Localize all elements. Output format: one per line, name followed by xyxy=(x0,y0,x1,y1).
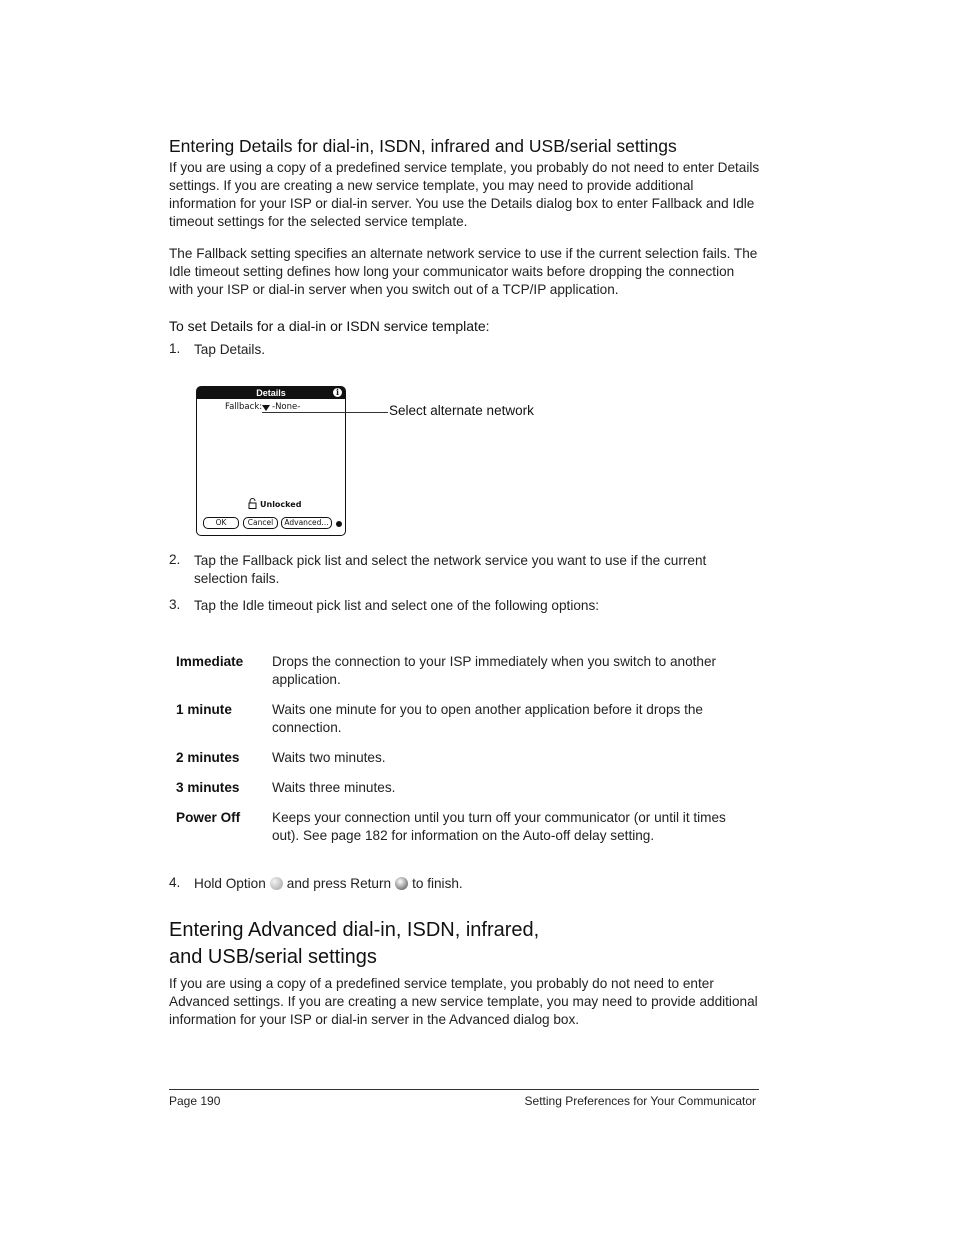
option-description: Waits two minutes. xyxy=(272,750,386,765)
option-term: 2 minutes xyxy=(176,750,240,765)
paragraph-details-intro: If you are using a copy of a predefined service template, you probably do not need to enter Details settings. If you are creating a new service template, you may need to provide additional information for your ISP or dial-in server. You use the Details dialog box to enter Fallback and Idle timeout settings for the selected service template. xyxy=(169,160,760,229)
details-dialog-screenshot xyxy=(196,386,346,536)
step-text: Tap the Idle timeout pick list and select one of the following options: xyxy=(194,598,600,613)
advanced-button[interactable]: Advanced... xyxy=(281,517,332,529)
callout-label: Select alternate network xyxy=(389,403,534,418)
dialog-title: Details xyxy=(256,388,286,398)
option-term: Power Off xyxy=(176,810,241,825)
step-number: 2. xyxy=(169,552,181,567)
fallback-label: Fallback: xyxy=(225,402,263,412)
ok-button[interactable]: OK xyxy=(203,517,239,529)
dialog-title-bar xyxy=(197,387,345,399)
option-description: Keeps your connection until you turn off your communicator (or until it times out). See page 182 for information on the Auto-off delay setting. xyxy=(272,810,726,843)
heading-line: and USB/serial settings xyxy=(169,946,377,968)
option-description: Waits one minute for you to open another application before it drops the connection. xyxy=(272,702,703,735)
footer-rule xyxy=(169,1089,759,1090)
step-text: Tap the Fallback pick list and select the network service you want to use if the current selection fails. xyxy=(194,553,707,586)
section-heading-details: Entering Details for dial-in, ISDN, infrared and USB/serial settings xyxy=(169,136,677,156)
step-text xyxy=(194,875,754,893)
option-description: Waits three minutes. xyxy=(272,780,396,795)
callout-line xyxy=(262,412,388,413)
step-text-part: to finish. xyxy=(412,876,463,891)
step-number: 3. xyxy=(169,597,181,612)
step-text-part: Hold Option xyxy=(194,876,266,891)
heading-line: Entering Advanced dial-in, ISDN, infrared, xyxy=(169,919,540,941)
option-description: Drops the connection to your ISP immediately when you switch to another application. xyxy=(272,654,717,687)
footer-chapter-title: Setting Preferences for Your Communicator xyxy=(524,1094,756,1108)
scroll-dot-icon xyxy=(336,521,342,527)
option-term: Immediate xyxy=(176,654,244,669)
paragraph-advanced-intro: If you are using a copy of a predefined service template, you probably do not need to enter Advanced settings. If you are creating a new service template, you may need to provide additional information for your ISP or dial-in server in the Advanced dialog box. xyxy=(169,976,758,1027)
section-heading-advanced xyxy=(169,917,539,971)
step-text: Tap Details. xyxy=(194,342,266,357)
lock-status: Unlocked xyxy=(260,500,302,509)
step-number: 4. xyxy=(169,875,181,890)
unlocked-padlock-icon xyxy=(248,498,257,509)
step-number: 1. xyxy=(169,341,181,356)
fallback-picklist-value[interactable]: -None- xyxy=(272,402,301,412)
option-term: 1 minute xyxy=(176,702,232,717)
footer-page-number: Page 190 xyxy=(169,1094,221,1108)
cancel-button[interactable]: Cancel xyxy=(243,517,278,529)
info-icon[interactable]: i xyxy=(333,388,342,397)
option-term: 3 minutes xyxy=(176,780,240,795)
step-text-part: and press Return xyxy=(286,876,392,891)
return-key-icon xyxy=(395,877,408,890)
paragraph-fallback-idle: The Fallback setting specifies an alternate network service to use if the current selection fails. The Idle timeout setting defines how long your communicator waits before dropping the connection with your ISP or dial-in server when you switch out of a TCP/IP application. xyxy=(169,246,758,297)
picklist-arrow-icon[interactable] xyxy=(262,405,270,411)
procedure-title: To set Details for a dial-in or ISDN service template: xyxy=(169,318,490,334)
option-key-icon xyxy=(270,877,283,890)
